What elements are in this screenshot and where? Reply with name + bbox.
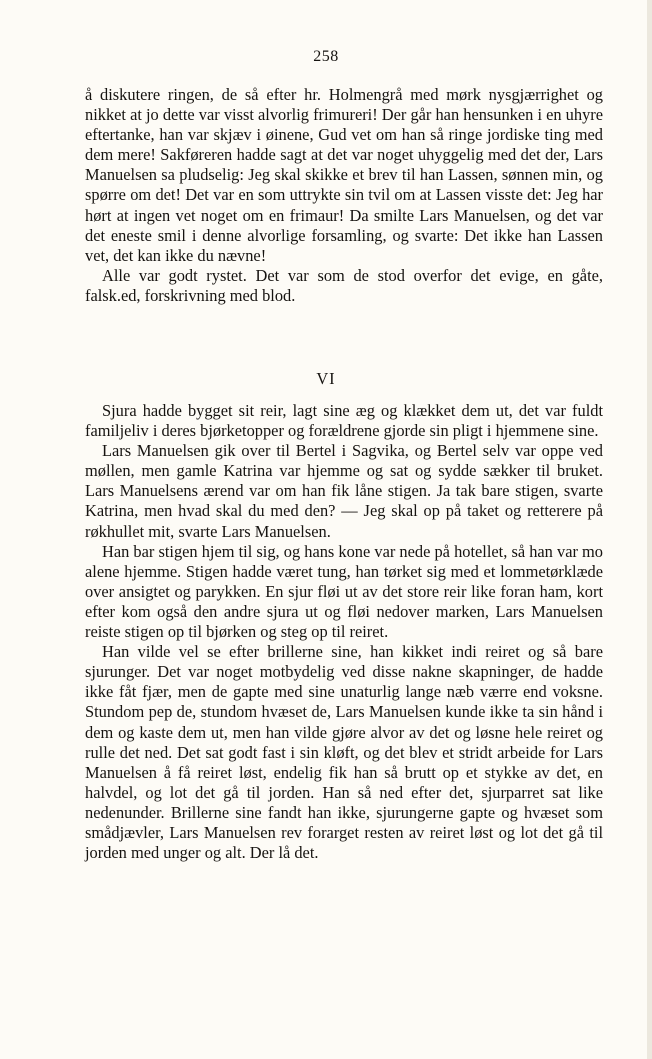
- page-number: 258: [313, 48, 339, 65]
- paragraph: Sjura hadde bygget sit reir, lagt sine æg og klækket dem ut, det var fuldt familjeliv i deres bjørketopper og forældrene gjorde sin pligt i hjemmene sine.: [85, 401, 603, 441]
- paragraph: Lars Manuelsen gik over til Bertel i Sagvika, og Bertel selv var oppe ved møllen, men gamle Katrina var hjemme og sat og sydde sækker til bruket. Lars Manuelsens ærend var om han fik låne stigen. Ja tak bare stigen, svarte Katrina, men hvad skal du med den? — Jeg skal op på taket og retterere på røkhullet mit, svarte Lars Manuelsen.: [85, 441, 603, 541]
- paragraph: Alle var godt rystet. Det var som de stod overfor det evige, en gåte, falsk.ed, forskrivning med blod.: [85, 265, 603, 305]
- chapter-body: [85, 401, 603, 863]
- paragraph: Han bar stigen hjem til sig, og hans kone var nede på hotellet, så han var mo alene hjemme. Stigen hadde været tung, han tørket sig med et lommetørklæde over ansigtet og parykken. En sjur fløi ut av det store reir like foran ham, kort efter kom også den andre sjura ut og fløi nedover marken, Lars Manuelsen reiste stigen op til bjørken og steg op til reiret.: [85, 541, 603, 642]
- page-edge: [647, 0, 652, 1059]
- paragraph: å diskutere ringen, de så efter hr. Holmengrå med mørk nysgjærrighet og nikket at jo dette var visst alvorlig frimureri! Der går han hensunken i en uhyre eftertanke, han var skjæv i øinene, Gud vet om han så ringe jordiske ting med dem mere! Sakføreren hadde sagt at det var noget uhyggelig med det der, Lars Manuelsen sa pludselig: Jeg skal skikke et brev til han Lassen, sønnen min, og spørre om det! Det var en som uttrykte sin tvil om at Lassen visste det: Jeg har hørt at ingen vet noget om en frimaur! Da smilte Lars Manuelsen, og det var det eneste smil i denne alvorlige forsamling, og svarte: Det ikke han Lassen vet, det kan ikke du nævne!: [85, 85, 603, 265]
- continuation-text: [85, 85, 603, 306]
- chapter-heading: VI: [316, 369, 336, 388]
- paragraph: Han vilde vel se efter brillerne sine, han kikket indi reiret og så bare sjurunger. Det var noget motbydelig ved disse nakne skapninger, de hadde ikke fåt fjær, men de gapte med sine unaturlig lange næb værre end voksne. Stundom pep de, stundom hvæset de, Lars Manuelsen kunde ikke ta sin hånd i dem og kaste dem ut, men han vilde gjøre alvor av det og løsne hele reiret og rulle det ned. Det sat godt fast i sin kløft, og det blev et stridt arbeide for Lars Manuelsen å få reiret løst, endelig fik han så brutt op et stykke av det, en halvdel, og lot det gå til jorden. Han så ned efter det, sjurparret sat like nedenunder. Brillerne sine fandt han ikke, sjurungerne gapte og hvæset som smådjævler, Lars Manuelsen rev forarget resten av reiret løst og lot det gå til jorden med unger og alt. Der lå det.: [85, 642, 603, 863]
